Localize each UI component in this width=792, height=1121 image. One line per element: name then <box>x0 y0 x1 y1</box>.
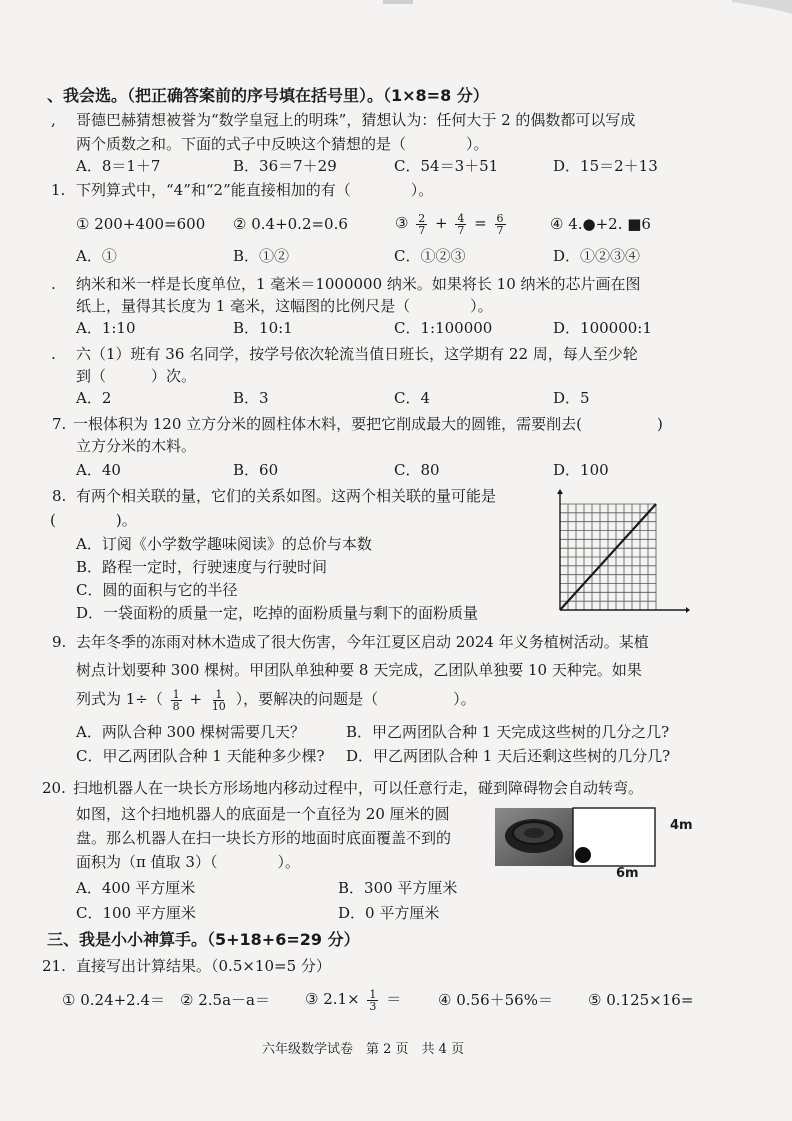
q9-option-c[interactable]: C．甲乙两团队合种 1 天能种多少棵? <box>76 747 325 765</box>
section-title-calc: 三、我是小小神算手。（5+18+6=29 分） <box>47 930 360 949</box>
chart-x-axis-arrow <box>686 607 690 613</box>
q4-plus: + <box>435 214 448 232</box>
q4-fraction-1 <box>416 213 427 236</box>
section-title-choice: 、我会选。（把正确答案前的序号填在括号里）。（1×8=8 分） <box>47 86 489 105</box>
q4-fraction-2 <box>455 213 466 236</box>
q4-item-2: ② 0.4+0.2=0.6 <box>233 215 348 233</box>
q9-fraction-1 <box>171 689 182 712</box>
q8-text-line1: 有两个相关联的量，它们的关系如图。这两个相关联的量可能是 <box>76 487 497 505</box>
q7-text-line2: 立方分米的木料。 <box>76 437 197 455</box>
q4-f2-den: 7 <box>457 223 465 237</box>
q4-f2-num: 4 <box>457 211 465 225</box>
q10-dimension-height: 4m <box>670 818 693 833</box>
q10-text-line1: 扫地机器人在一块长方形场地内移动过程中，可以任意行走，碰到障碍物会自动转弯。 <box>73 779 644 797</box>
q9-f1-num: 1 <box>172 687 180 701</box>
q4-equals: = <box>474 214 487 232</box>
q7-option-c[interactable]: C．80 <box>394 461 440 479</box>
q5-option-a[interactable]: A．1:10 <box>76 319 136 337</box>
q9-option-d[interactable]: D．甲乙两团队合种 1 天后还剩这些树的几分几? <box>346 747 671 765</box>
q7-option-b[interactable]: B．60 <box>233 461 279 479</box>
q5-option-d[interactable]: D．100000:1 <box>553 319 652 337</box>
q5-text-line1: 纳米和米一样是长度单位，1 毫米＝1000000 纳米。如果将长 10 纳米的芯片画在图 <box>76 275 641 293</box>
q9-text-line2: 树点计划要种 300 棵树。甲团队单独种要 8 天完成，乙团队单独要 10 天种完。如果 <box>76 661 642 679</box>
q9-option-b[interactable]: B．甲乙两团队合种 1 天完成这些树的几分之几? <box>346 723 670 741</box>
q7-text-line1: 一根体积为 120 立方分米的圆柱体木料，要把它削成最大的圆锥，需要削去( ) <box>73 415 663 433</box>
page-footer: 六年级数学试卷 第 2 页 共 4 页 <box>262 1042 465 1057</box>
q9-expression-start: 列式为 1÷（ <box>76 690 163 708</box>
q9-f2-den: 10 <box>211 699 226 713</box>
q7-option-a[interactable]: A．40 <box>76 461 121 479</box>
q21-frac-den: 3 <box>369 999 377 1013</box>
q5-option-c[interactable]: C．1:100000 <box>394 319 493 337</box>
q9-text-line3 <box>76 682 476 716</box>
q5-option-b[interactable]: B．10:1 <box>233 319 293 337</box>
q4-f3-num: 6 <box>496 211 504 225</box>
q4-item-1: ① 200+400=600 <box>76 215 206 233</box>
q21-number: 21. <box>42 957 66 975</box>
q10-text-line2: 如图，这个扫地机器人的底面是一个直径为 20 厘米的圆 <box>76 805 450 823</box>
q7-option-d[interactable]: D．100 <box>553 461 609 479</box>
q21-fraction <box>367 989 378 1012</box>
q21-item-3 <box>305 982 401 1016</box>
q10-option-c[interactable]: C．100 平方厘米 <box>76 904 196 922</box>
q4-item-4: ④ 4.●+2. ■6 <box>550 215 651 233</box>
q10-option-d[interactable]: D．0 平方厘米 <box>338 904 440 922</box>
scan-mark <box>383 0 413 4</box>
q6-option-a[interactable]: A．2 <box>76 389 112 407</box>
q21-item-1: ① 0.24+2.4＝ <box>62 991 166 1009</box>
q21-item-4: ④ 0.56＋56%＝ <box>438 991 553 1009</box>
q4-f1-den: 7 <box>418 223 426 237</box>
q4-option-b[interactable]: B．①② <box>233 247 290 265</box>
q4-option-a[interactable]: A．① <box>76 247 117 265</box>
q9-plus: + <box>189 690 203 708</box>
q3-text-line1: 哥德巴赫猜想被誉为“数学皇冠上的明珠”，猜想认为：任何大于 2 的偶数都可以写成 <box>76 111 636 129</box>
q3-option-c[interactable]: C．54＝3＋51 <box>394 157 499 175</box>
q3-number: , <box>51 111 56 129</box>
q7-number: 7. <box>52 415 67 433</box>
q9-f2-num: 1 <box>215 687 223 701</box>
q10-robot-figure <box>495 800 695 882</box>
q4-f3-den: 7 <box>496 223 504 237</box>
scan-corner-shadow <box>732 0 792 14</box>
q4-option-c[interactable]: C．①②③ <box>394 247 466 265</box>
q9-number: 9. <box>52 633 67 651</box>
q4-number: 1. <box>51 181 66 199</box>
q9-fraction-2 <box>210 689 228 712</box>
q4-option-d[interactable]: D．①②③④ <box>553 247 641 265</box>
chart-y-axis-arrow <box>557 489 563 494</box>
q8-number: 8. <box>52 487 67 505</box>
q6-text-line1: 六（1）班有 36 名同学，按学号依次轮流当值日班长，这学期有 22 周，每人至少轮 <box>76 345 638 363</box>
q21-item-3-label: ③ 2.1× <box>305 990 360 1008</box>
q21-item-5: ⑤ 0.125×16= <box>588 991 694 1009</box>
q5-text-line2: 纸上，量得其长度为 1 毫米，这幅图的比例尺是（ ）。 <box>76 297 493 315</box>
q9-expression-end: ），要解决的问题是（ ）。 <box>235 690 476 708</box>
q5-number: . <box>51 275 56 293</box>
q10-option-b[interactable]: B．300 平方厘米 <box>338 879 458 897</box>
q10-option-a[interactable]: A．400 平方厘米 <box>76 879 196 897</box>
q8-text-line2: ( )。 <box>50 511 137 529</box>
q8-option-b[interactable]: B．路程一定时，行驶速度与行驶时间 <box>76 558 328 576</box>
q21-frac-num: 1 <box>369 987 377 1001</box>
q6-option-b[interactable]: B．3 <box>233 389 269 407</box>
q21-text: 直接写出计算结果。（0.5×10=5 分） <box>76 957 331 975</box>
q4-text: 下列算式中，“4”和“2”能直接相加的有（ ）。 <box>76 181 434 199</box>
q4-item-3 <box>395 206 509 240</box>
q4-f1-num: 2 <box>418 211 426 225</box>
q6-number: . <box>51 345 56 363</box>
robot-center <box>524 828 544 838</box>
q10-text-line4: 面积为（π 值取 3）（ ）。 <box>76 853 300 871</box>
q21-item-3-equals: ＝ <box>386 990 402 1008</box>
q8-option-d[interactable]: D．一袋面粉的质量一定，吃掉的面粉质量与剩下的面粉质量 <box>76 604 479 622</box>
q6-option-d[interactable]: D．5 <box>553 389 590 407</box>
q9-option-a[interactable]: A．两队合种 300 棵树需要几天？ <box>76 723 306 741</box>
q4-fraction-3 <box>495 213 506 236</box>
q3-text-line2: 两个质数之和。下面的式子中反映这个猜想的是（ ）。 <box>76 135 489 153</box>
q4-item-3-label: ③ <box>395 214 409 232</box>
q8-option-a[interactable]: A．订阅《小学数学趣味阅读》的总价与本数 <box>76 535 372 553</box>
q6-text-line2: 到（ ）次。 <box>76 367 197 385</box>
q10-dimension-width: 6m <box>616 866 639 881</box>
q3-option-a[interactable]: A．8＝1＋7 <box>76 157 161 175</box>
q8-relation-chart <box>550 488 690 616</box>
q8-option-c[interactable]: C．圆的面积与它的半径 <box>76 581 238 599</box>
q10-number: 20. <box>42 779 66 797</box>
q6-option-c[interactable]: C．4 <box>394 389 431 407</box>
q3-option-b[interactable]: B．36＝7＋29 <box>233 157 337 175</box>
q10-text-line3: 盘。那么机器人在扫一块长方形的地面时底面覆盖不到的 <box>76 829 452 847</box>
q21-item-2: ② 2.5a－a＝ <box>180 991 270 1009</box>
q9-text-line1: 去年冬季的冻雨对林木造成了很大伤害，今年江夏区启动 2024 年义务植树活动。某植 <box>76 633 649 651</box>
robot-disk <box>575 847 591 863</box>
q9-f1-den: 8 <box>172 699 180 713</box>
q3-option-d[interactable]: D．15＝2＋13 <box>553 157 658 175</box>
